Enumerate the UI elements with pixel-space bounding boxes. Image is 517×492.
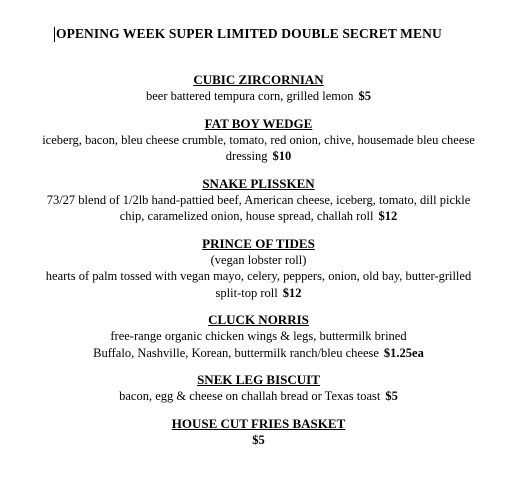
menu-item-description <box>0 132 517 165</box>
menu-item-name: CLUCK NORRIS <box>208 312 309 327</box>
menu-item-name: SNEK LEG BISCUIT <box>197 372 320 387</box>
menu-item-name: HOUSE CUT FRIES BASKET <box>171 415 346 431</box>
description-line <box>6 208 511 225</box>
menu-item-description <box>0 388 517 405</box>
menu-item <box>0 176 517 225</box>
text-cursor <box>54 27 55 42</box>
description-text: bacon, egg & cheese on challah bread or Texas toast <box>119 389 381 403</box>
menu-item <box>0 372 517 405</box>
menu-item <box>0 236 517 302</box>
menu-item-price: $12 <box>282 285 302 300</box>
description-text: iceberg, bacon, bleu cheese crumble, tomato, red onion, chive, housemade bleu cheese <box>42 132 475 147</box>
page-title-text: OPENING WEEK SUPER LIMITED DOUBLE SECRET MENU <box>56 26 442 41</box>
description-text: Buffalo, Nashville, Korean, buttermilk ranch/bleu cheese <box>93 345 379 360</box>
description-line <box>6 88 511 105</box>
menu-item-description <box>0 252 517 302</box>
description-line <box>6 388 511 405</box>
menu-item-price: $5 <box>385 389 398 403</box>
menu-item-description <box>0 192 517 225</box>
page-title <box>54 26 442 42</box>
menu-item <box>0 72 517 105</box>
description-line <box>6 268 511 285</box>
menu-item-price: $12 <box>378 209 398 223</box>
menu-item <box>0 116 517 165</box>
description-text: 73/27 blend of 1/2lb hand-pattied beef, American cheese, iceberg, tomato, dill pickle <box>46 192 471 207</box>
menu-item <box>0 312 517 361</box>
description-line <box>6 285 511 302</box>
description-line <box>6 328 511 345</box>
menu-item-name: SNAKE PLISSKEN <box>202 175 315 191</box>
description-text: beer battered tempura corn, grilled lemon <box>145 89 354 103</box>
description-text: dressing <box>225 149 268 163</box>
menu-item-name: FAT BOY WEDGE <box>204 115 313 131</box>
description-text: split-top roll <box>215 285 278 300</box>
menu-item-price: $5 <box>358 89 372 103</box>
menu-item-description <box>0 432 517 449</box>
menu-item-description <box>0 328 517 361</box>
menu-item <box>0 416 517 449</box>
description-line <box>6 252 511 269</box>
menu-item-price: $10 <box>272 149 292 163</box>
menu-item-name: PRINCE OF TIDES <box>202 235 315 251</box>
description-line <box>6 432 511 449</box>
menu-list <box>0 72 517 459</box>
description-text: hearts of palm tossed with vegan mayo, celery, peppers, onion, old bay, butter-grilled <box>45 269 472 283</box>
description-line <box>6 345 511 362</box>
description-text: chip, caramelized onion, house spread, challah roll <box>119 209 374 223</box>
menu-item-description <box>0 88 517 105</box>
description-text: (vegan lobster roll) <box>210 252 307 267</box>
description-line <box>6 132 511 149</box>
description-line <box>6 148 511 165</box>
description-text: free-range organic chicken wings & legs, buttermilk brined <box>110 329 407 343</box>
menu-item-name: CUBIC ZIRCORNIAN <box>193 72 324 87</box>
menu-item-price: $5 <box>252 432 265 447</box>
menu-item-price: $1.25ea <box>383 345 424 360</box>
description-line <box>6 192 511 209</box>
